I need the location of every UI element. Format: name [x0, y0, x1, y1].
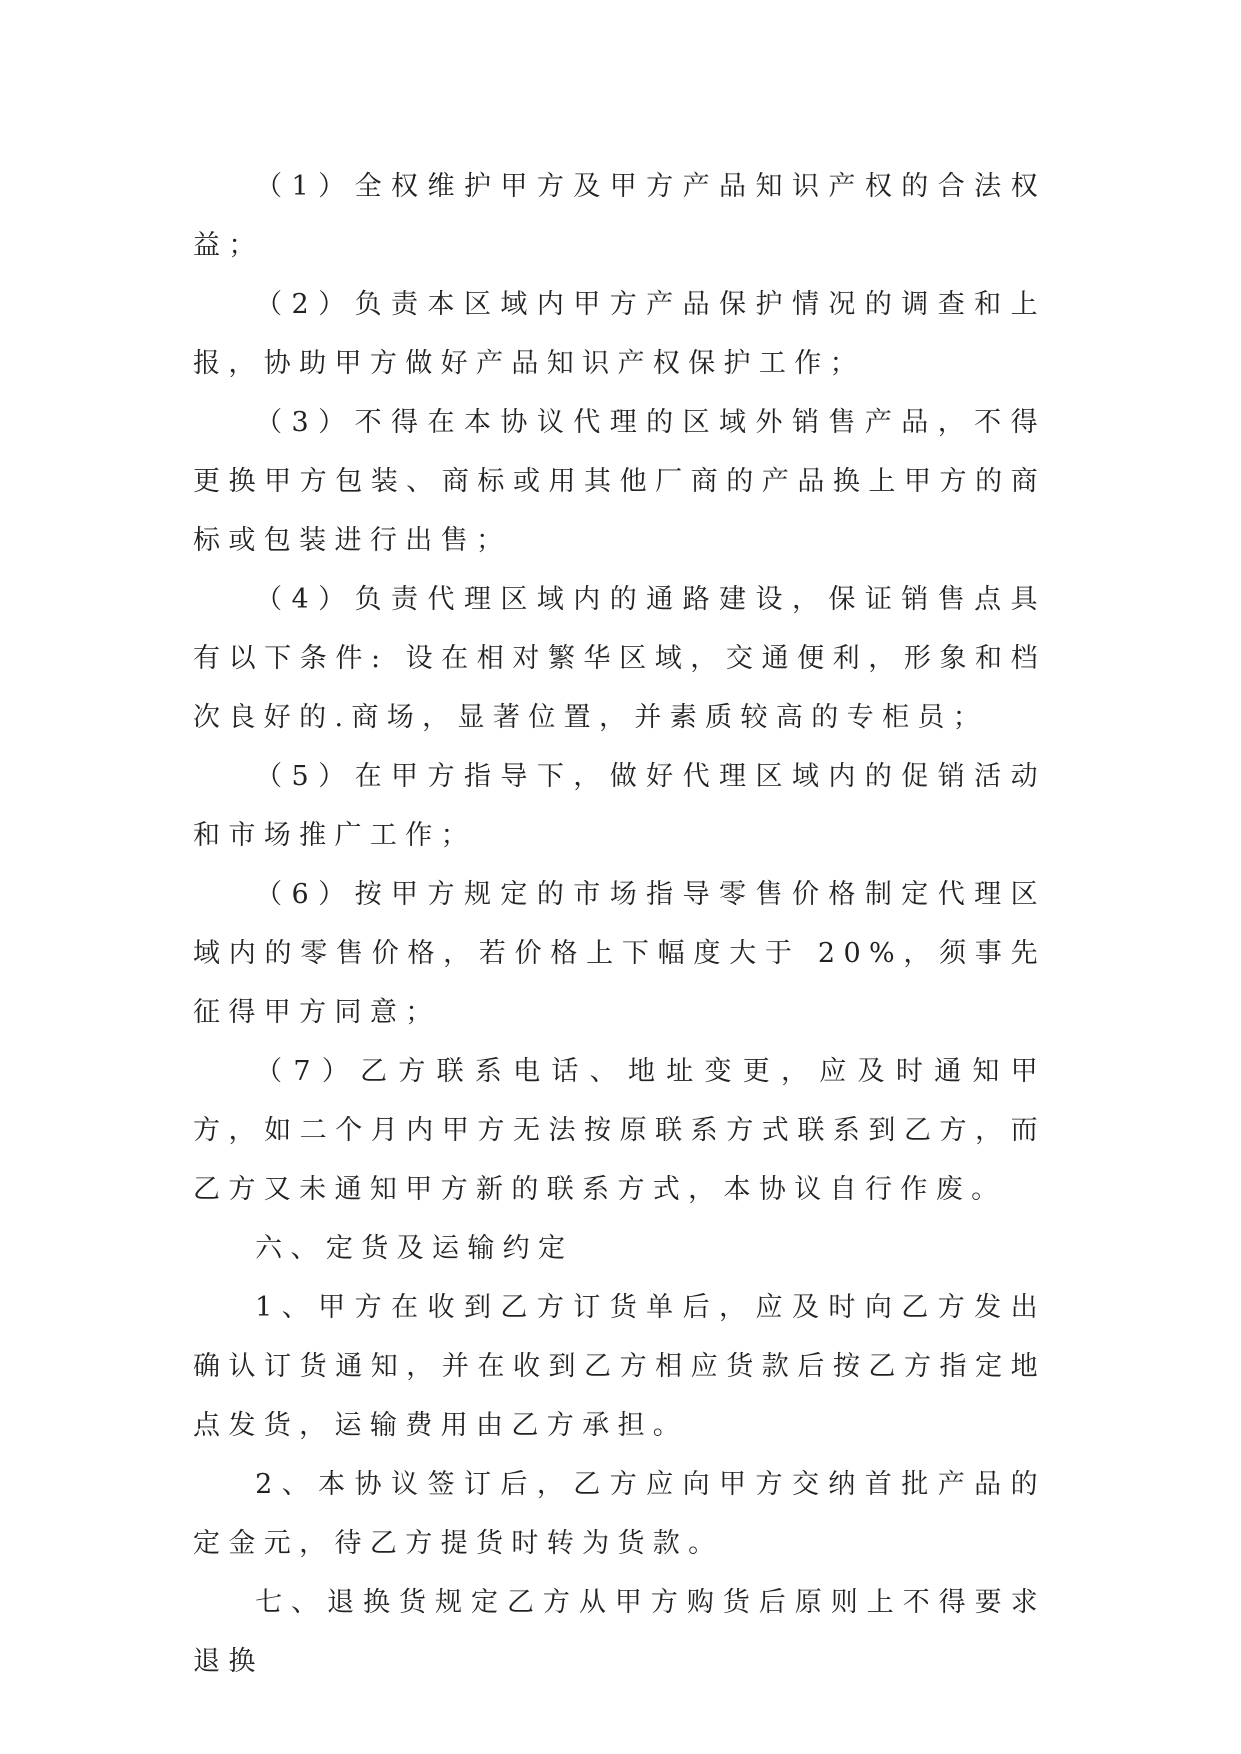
section-7-paragraph: 七、退换货规定乙方从甲方购货后原则上不得要求退换	[193, 1587, 1046, 1677]
clause-6-paragraph: （6）按甲方规定的市场指导零售价格制定代理区域内的零售价格，若价格上下幅度大于 20%，须事先征得甲方同意；	[193, 879, 1046, 1028]
clause-7-paragraph: （7）乙方联系电话、地址变更，应及时通知甲方，如二个月内甲方无法按原联系方式联系到乙方，而乙方又未通知甲方新的联系方式，本协议自行作废。	[193, 1056, 1046, 1205]
clause-3-paragraph: （3）不得在本协议代理的区域外销售产品，不得更换甲方包装、商标或用其他厂商的产品换上甲方的商标或包装进行出售；	[193, 407, 1046, 556]
section-6-item-2: 2、本协议签订后，乙方应向甲方交纳首批产品的定金元，待乙方提货时转为货款。	[193, 1469, 1046, 1559]
document-body	[193, 157, 1046, 1691]
clause-5-paragraph: （5）在甲方指导下，做好代理区域内的促销活动和市场推广工作；	[193, 761, 1046, 851]
clause-2-paragraph: （2）负责本区域内甲方产品保护情况的调查和上报，协助甲方做好产品知识产权保护工作；	[193, 289, 1046, 379]
clause-4-paragraph: （4）负责代理区域内的通路建设，保证销售点具有以下条件: 设在相对繁华区域，交通便利，形象和档次良好的.商场，显著位置，并素质较高的专柜员；	[193, 584, 1046, 733]
section-6-item-1: 1、甲方在收到乙方订货单后，应及时向乙方发出确认订货通知，并在收到乙方相应货款后按乙方指定地点发货，运输费用由乙方承担。	[193, 1292, 1046, 1441]
section-6-heading: 六、定货及运输约定	[255, 1233, 574, 1264]
clause-1-paragraph: （1）全权维护甲方及甲方产品知识产权的合法权益；	[193, 171, 1046, 261]
